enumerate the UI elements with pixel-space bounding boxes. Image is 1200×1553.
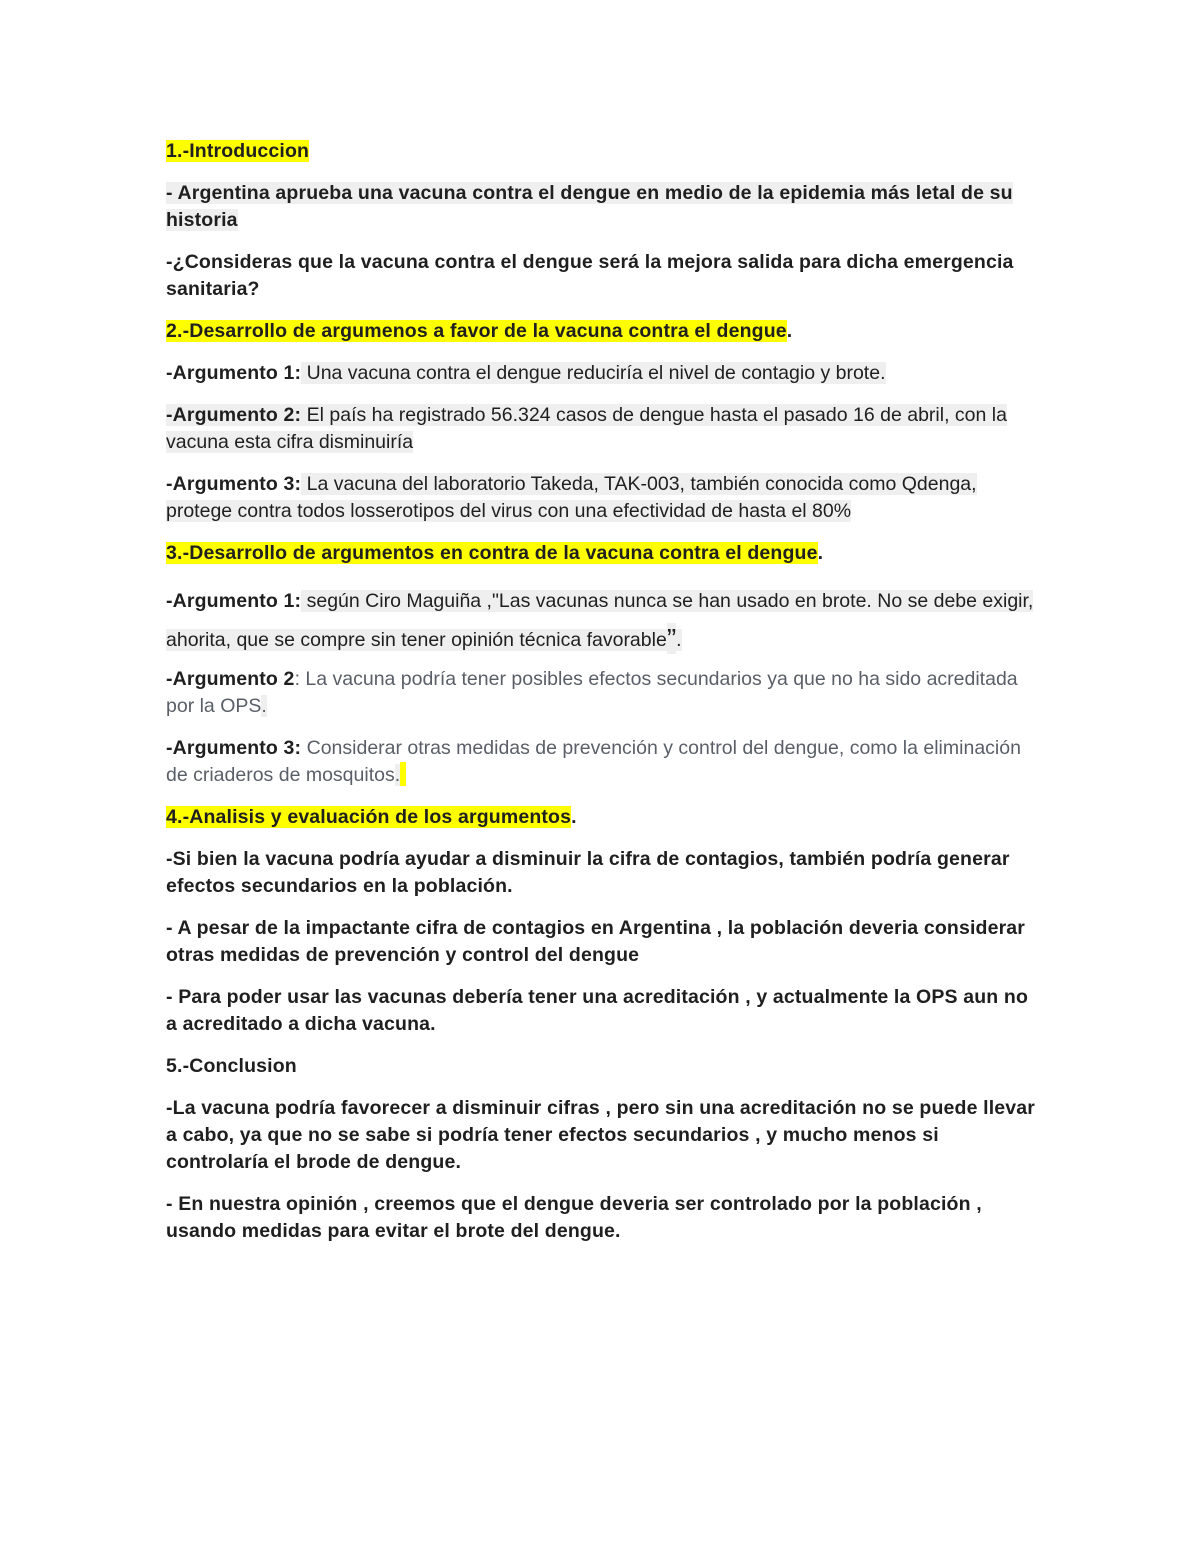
intro-question: -¿Consideras que la vacuna contra el dengue será la mejora salida para dicha emergencia sanitaria? <box>166 251 1014 300</box>
argument-label: -Argumento 1: <box>166 590 302 612</box>
argument-end: . <box>394 764 401 786</box>
highlighted-heading: 1.-Introduccion <box>166 140 310 162</box>
argument-text: Considerar otras medidas de prevención y control del dengue, como la eliminación de criaderos de mosquitos <box>166 737 1021 786</box>
favor-argument-1 <box>166 360 1036 387</box>
conclusion-point-2: - En nuestra opinión , creemos que el dengue deveria ser controlado por la población , usando medidas para evitar el brote del dengue. <box>166 1193 982 1242</box>
favor-argument-3 <box>166 471 1036 525</box>
highlighted-heading: 4.-Analisis y evaluación de los argumentos <box>166 806 572 828</box>
argument-end: . <box>676 629 682 651</box>
highlighted-heading: 2.-Desarrollo de argumenos a favor de la vacuna contra el dengue <box>166 320 787 342</box>
conclusion-point-1: -La vacuna podría favorecer a disminuir cifras , pero sin una acreditación no se puede llevar a cabo, ya que no se sabe si podría tener efectos secundarios , y mucho menos si controlaría el brode de dengue. <box>166 1097 1035 1173</box>
argument-label: -Argumento 2: <box>166 404 302 426</box>
analysis-point-2: - A pesar de la impactante cifra de contagios en Argentina , la población deveria considerar otras medidas de prevención y control del dengue <box>166 917 1026 966</box>
argument-label: -Argumento 2 <box>166 668 295 690</box>
analysis-point-3: - Para poder usar las vacunas debería tener una acreditación , y actualmente la OPS aun no a acreditado a dicha vacuna. <box>166 986 1029 1035</box>
section-4-heading <box>166 804 1036 831</box>
highlight-marker <box>400 762 406 786</box>
section-1-heading <box>166 138 1036 165</box>
intro-title-text: - Argentina aprueba una vacuna contra el dengue en medio de la epidemia más letal de su historia <box>166 182 1013 231</box>
heading-period: . <box>817 542 824 564</box>
against-argument-2 <box>166 666 1036 720</box>
section-2-heading <box>166 318 1036 345</box>
argument-text: La vacuna del laboratorio Takeda, TAK-003, también conocida como Qdenga, protege contra todos losserotipos del virus con una efectividad de hasta el 80% <box>166 473 977 522</box>
favor-argument-2 <box>166 402 1036 456</box>
argument-label: -Argumento 3: <box>166 737 302 759</box>
intro-title-line <box>166 180 1036 234</box>
document-page <box>166 138 1036 1260</box>
section-3-heading <box>166 540 1036 567</box>
argument-text: según Ciro Maguiña ,"Las vacunas nunca se han usado en brote. No se debe exigir, ahorita, que se compre sin tener opinión técnica favorable <box>166 590 1034 651</box>
against-argument-3 <box>166 735 1036 789</box>
argument-label: -Argumento 3: <box>166 473 302 495</box>
argument-text: El país ha registrado 56.324 casos de dengue hasta el pasado 16 de abril, con la vacuna esta cifra disminuiría <box>166 404 1007 453</box>
argument-text: Una vacuna contra el dengue reduciría el nivel de contagio y brote. <box>301 362 886 384</box>
argument-colon: : <box>294 668 300 690</box>
argument-end: . <box>261 695 267 717</box>
heading-period: . <box>786 320 793 342</box>
argument-label: -Argumento 1: <box>166 362 302 384</box>
section-5-heading: 5.-Conclusion <box>166 1055 297 1077</box>
highlighted-heading: 3.-Desarrollo de argumentos en contra de la vacuna contra el dengue <box>166 542 818 564</box>
analysis-point-1: -Si bien la vacuna podría ayudar a disminuir la cifra de contagios, también podría generar efectos secundarios en la población. <box>166 848 1010 897</box>
closing-quote: ” <box>666 623 677 654</box>
argument-text: La vacuna podría tener posibles efectos secundarios ya que no ha sido acreditada por la OPS <box>166 668 1018 717</box>
heading-period: . <box>571 806 577 828</box>
against-argument-1 <box>166 582 1036 660</box>
